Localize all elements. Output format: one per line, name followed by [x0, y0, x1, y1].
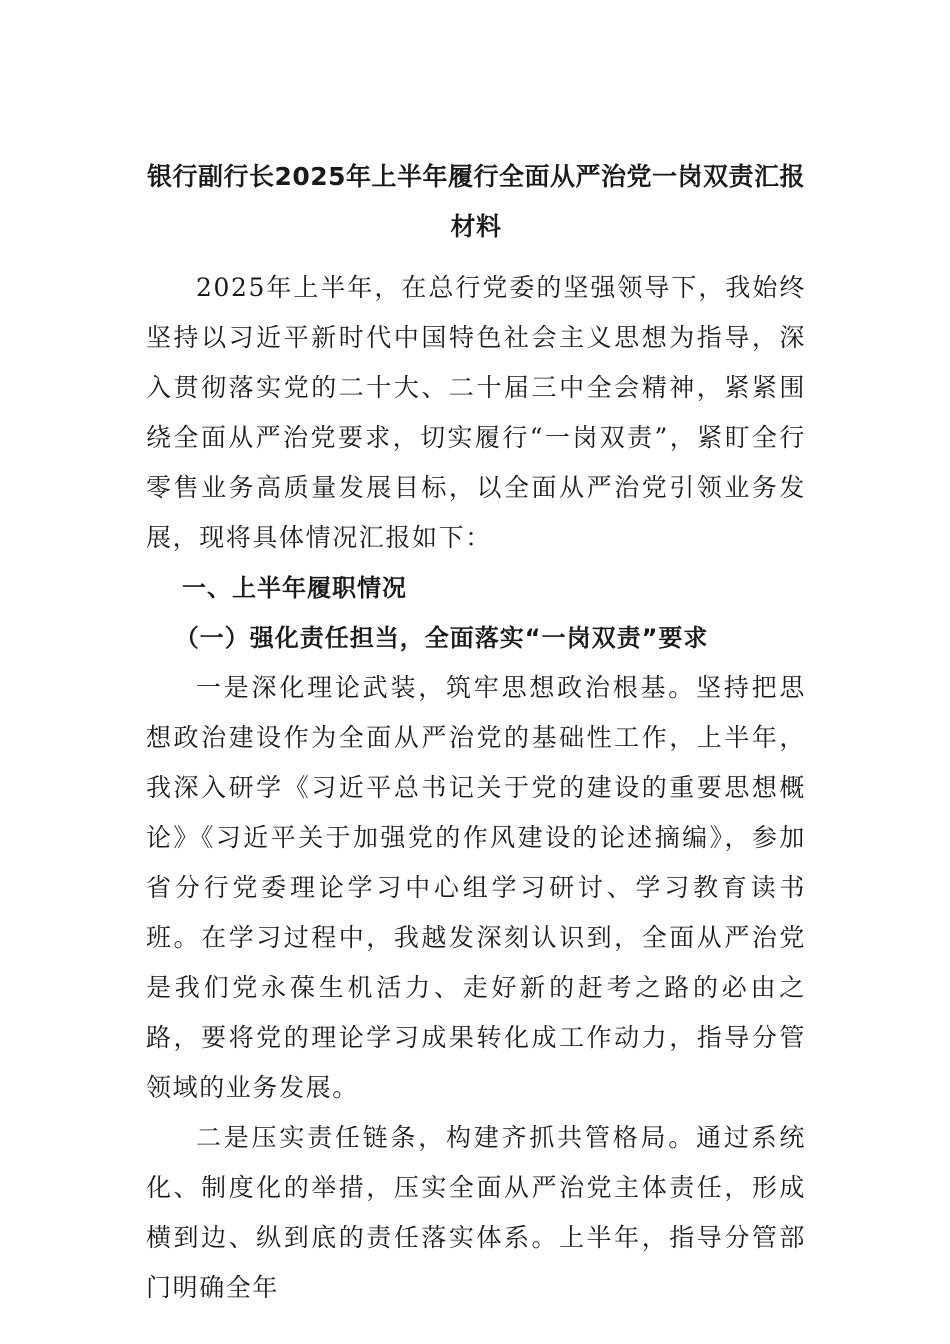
intro-paragraph: 2025年上半年，在总行党委的坚强领导下，我始终坚持以习近平新时代中国特色社会主义思想为指导，深入贯彻落实党的二十大、二十届三中全会精神，紧紧围绕全面从严治党要求，切实履行“一岗双责”，紧盯全行零售业务高质量发展目标，以全面从严治党引领业务发展，现将具体情况汇报如下：	[146, 273, 806, 552]
document-title-line-1: 银行副行长2025年上半年履行全面从严治党一岗双责汇报	[146, 162, 806, 191]
body-paragraph-2: 二是压实责任链条，构建齐抓共管格局。通过系统化、制度化的举措，压实全面从严治党主体责任，形成横到边、纵到底的责任落实体系。上半年，指导分管部门明确全年	[146, 1123, 806, 1302]
subsection-heading-1: （一）强化责任担当，全面落实“一岗双责”要求	[174, 624, 709, 652]
document-title-line-2: 材料	[450, 212, 502, 241]
body-paragraph-1: 一是深化理论武装，筑牢思想政治根基。坚持把思想政治建设作为全面从严治党的基础性工作，上半年，我深入研学《习近平总书记关于党的建设的重要思想概论》《习近平关于加强党的作风建设的论述摘编》，参加省分行党委理论学习中心组学习研讨、学习教育读书班。在学习过程中，我越发深刻认识到，全面从严治党是我们党永葆生机活力、走好新的赶考之路的必由之路，要将党的理论学习成果转化成工作动力，指导分管领域的业务发展。	[146, 673, 806, 1102]
section-heading-1: 一、上半年履职情况	[182, 574, 407, 602]
document-body	[146, 263, 806, 1313]
